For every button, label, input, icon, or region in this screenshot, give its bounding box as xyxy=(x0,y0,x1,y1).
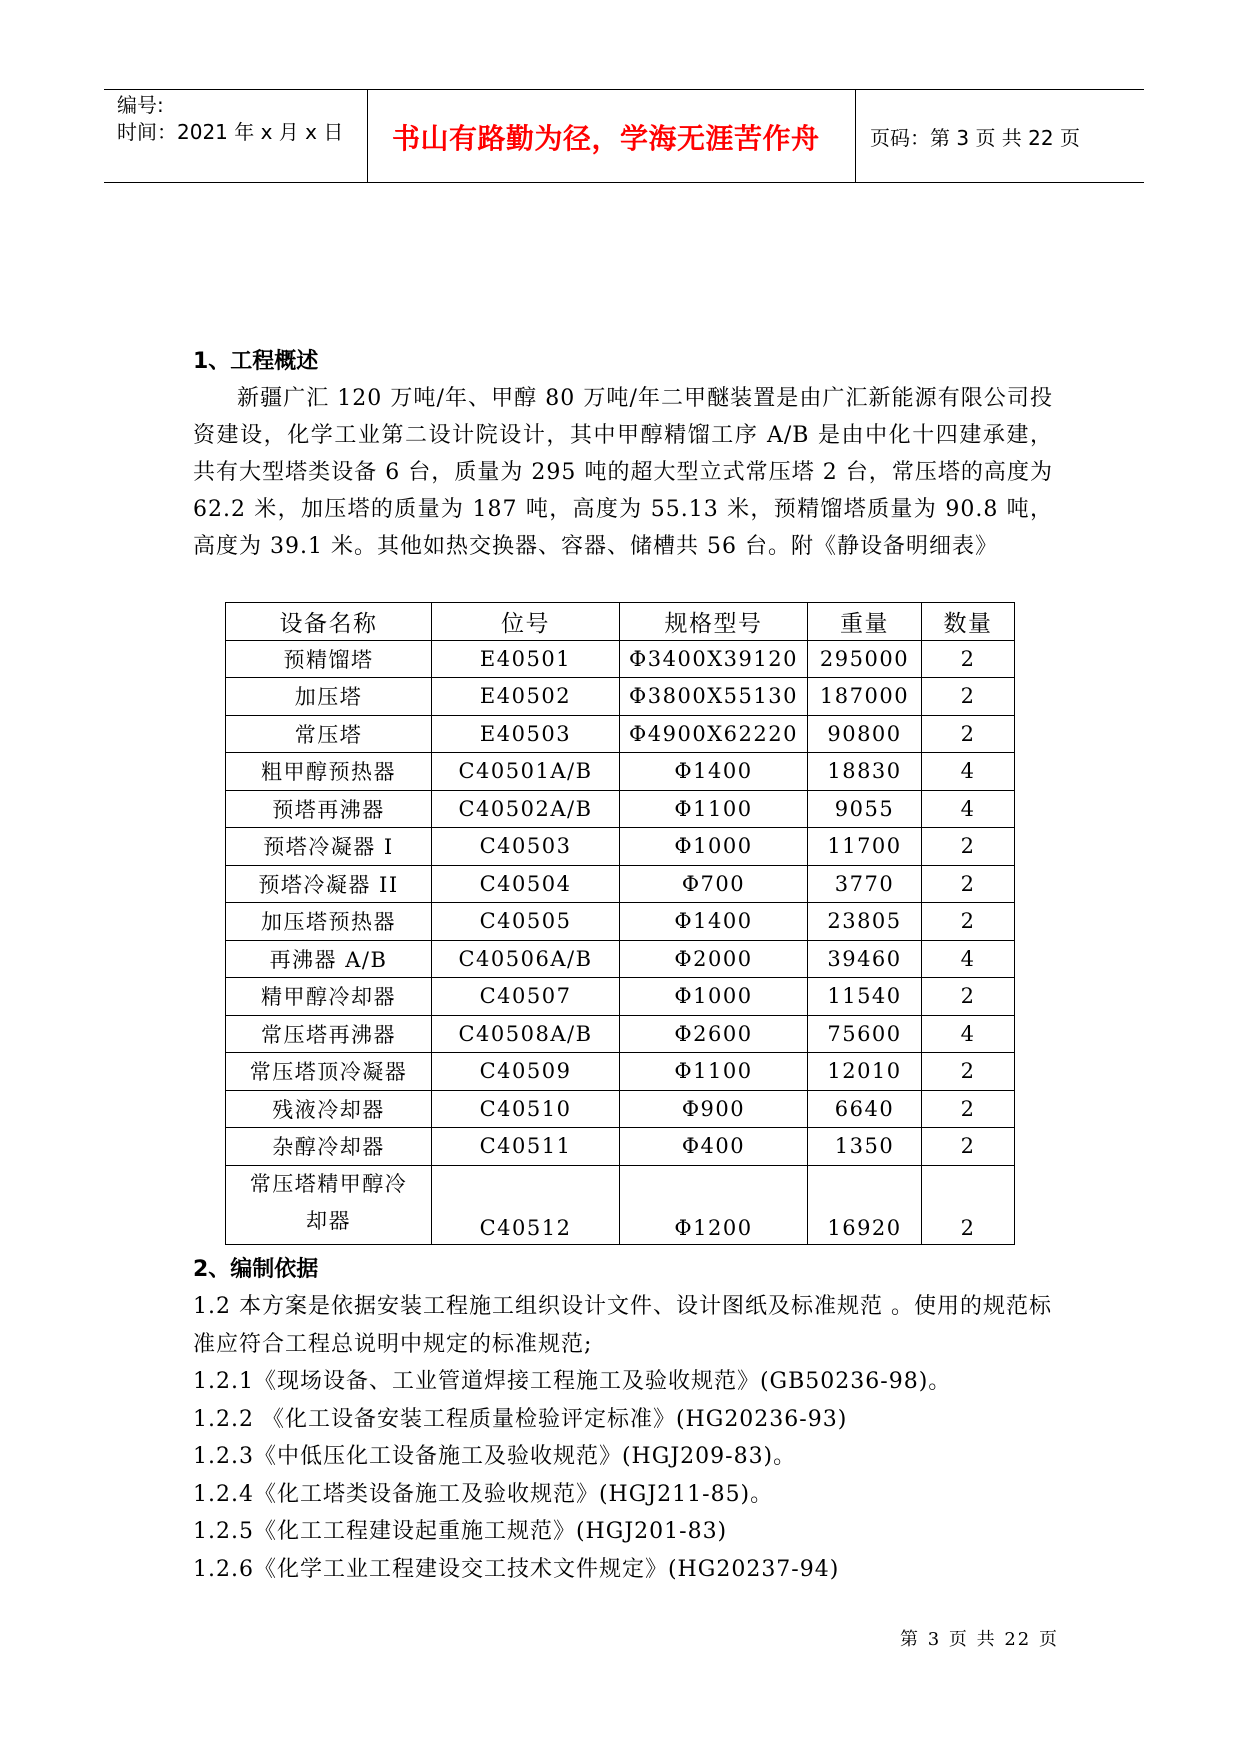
header-left-block xyxy=(117,92,343,146)
equipment-spec: Φ900 xyxy=(620,1090,808,1128)
equipment-qty: 4 xyxy=(922,790,1015,828)
equipment-tag: E40503 xyxy=(432,715,620,753)
equipment-weight: 6640 xyxy=(808,1090,922,1128)
equipment-qty: 2 xyxy=(922,640,1015,678)
equipment-tag: C40507 xyxy=(432,978,620,1016)
equipment-spec: Φ1100 xyxy=(620,790,808,828)
equipment-spec: Φ2600 xyxy=(620,1015,808,1053)
equipment-name: 常压塔 xyxy=(226,715,432,753)
equipment-weight: 295000 xyxy=(808,640,922,678)
header-number-label: 编号: xyxy=(117,93,164,117)
table-header-cell: 规格型号 xyxy=(620,603,808,641)
header-divider-2 xyxy=(855,89,856,182)
equipment-tag: E40502 xyxy=(432,678,620,716)
equipment-name-line: 却器 xyxy=(306,1208,351,1233)
equipment-weight: 18830 xyxy=(808,753,922,791)
equipment-name-line: 常压塔精甲醇冷 xyxy=(249,1171,408,1196)
equipment-tag: E40501 xyxy=(432,640,620,678)
table-row xyxy=(226,1165,1015,1244)
header-motto: 书山有路勤为径，学海无涯苦作舟 xyxy=(392,122,820,155)
equipment-weight: 12010 xyxy=(808,1053,922,1091)
equipment-qty: 4 xyxy=(922,940,1015,978)
equipment-weight: 11540 xyxy=(808,978,922,1016)
header-page-label: 页码：第 3 页 共 22 页 xyxy=(870,126,1080,150)
standard-item: 1.2.4《化工塔类设备施工及验收规范》(HGJ211-85)。 xyxy=(193,1481,774,1507)
table-row xyxy=(226,865,1015,903)
equipment-tag: C40509 xyxy=(432,1053,620,1091)
table-row xyxy=(226,903,1015,941)
section-2 xyxy=(193,1254,1063,1588)
equipment-spec: Φ1200 xyxy=(620,1165,808,1244)
equipment-spec: Φ3800X55130 xyxy=(620,678,808,716)
equipment-weight: 75600 xyxy=(808,1015,922,1053)
equipment-qty: 2 xyxy=(922,715,1015,753)
equipment-spec: Φ1400 xyxy=(620,753,808,791)
equipment-tag: C40508A/B xyxy=(432,1015,620,1053)
equipment-tag: C40512 xyxy=(432,1165,620,1244)
table-header-cell: 重量 xyxy=(808,603,922,641)
equipment-qty: 2 xyxy=(922,1053,1015,1091)
table-row xyxy=(226,715,1015,753)
table-row xyxy=(226,1015,1015,1053)
equipment-spec: Φ1100 xyxy=(620,1053,808,1091)
equipment-name: 粗甲醇预热器 xyxy=(226,753,432,791)
equipment-weight: 23805 xyxy=(808,903,922,941)
table-row xyxy=(226,640,1015,678)
equipment-qty: 2 xyxy=(922,978,1015,1016)
equipment-name: 常压塔顶冷凝器 xyxy=(226,1053,432,1091)
standard-item: 1.2.3《中低压化工设备施工及验收规范》(HGJ209-83)。 xyxy=(193,1444,797,1469)
equipment-weight: 3770 xyxy=(808,865,922,903)
standard-item: 1.2.2 《化工设备安装工程质量检验评定标准》(HG20236-93) xyxy=(193,1406,848,1432)
section-2-intro: 1.2 本方案是依据安装工程施工组织设计文件、设计图纸及标准规范 。使用的规范标准应符合工程总说明中规定的标准规范; xyxy=(193,1294,1052,1357)
equipment-name: 预塔冷凝器 I xyxy=(226,828,432,866)
equipment-weight: 1350 xyxy=(808,1128,922,1166)
table-row xyxy=(226,678,1015,716)
table-header-cell: 数量 xyxy=(922,603,1015,641)
equipment-qty: 2 xyxy=(922,1090,1015,1128)
table-row xyxy=(226,940,1015,978)
equipment-name: 预塔再沸器 xyxy=(226,790,432,828)
equipment-tag: C40510 xyxy=(432,1090,620,1128)
equipment-qty: 2 xyxy=(922,1165,1015,1244)
header-top-rule xyxy=(104,89,1144,90)
equipment-spec: Φ4900X62220 xyxy=(620,715,808,753)
equipment-spec: Φ400 xyxy=(620,1128,808,1166)
table-row xyxy=(226,978,1015,1016)
equipment-tag: C40506A/B xyxy=(432,940,620,978)
table-row xyxy=(226,1053,1015,1091)
equipment-name: 预精馏塔 xyxy=(226,640,432,678)
equipment-qty: 2 xyxy=(922,828,1015,866)
equipment-qty: 2 xyxy=(922,903,1015,941)
table-row xyxy=(226,753,1015,791)
equipment-name: 常压塔再沸器 xyxy=(226,1015,432,1053)
equipment-weight: 90800 xyxy=(808,715,922,753)
equipment-name: 预塔冷凝器 II xyxy=(226,865,432,903)
equipment-qty: 2 xyxy=(922,1128,1015,1166)
equipment-tag: C40503 xyxy=(432,828,620,866)
standard-item: 1.2.5《化工工程建设起重施工规范》(HGJ201-83) xyxy=(193,1519,728,1544)
equipment-qty: 4 xyxy=(922,753,1015,791)
equipment-name: 再沸器 A/B xyxy=(226,940,432,978)
table-row xyxy=(226,790,1015,828)
equipment-weight: 11700 xyxy=(808,828,922,866)
table-header-row xyxy=(226,603,1015,641)
equipment-spec: Φ2000 xyxy=(620,940,808,978)
equipment-spec: Φ1400 xyxy=(620,903,808,941)
equipment-spec: Φ700 xyxy=(620,865,808,903)
equipment-tag: C40511 xyxy=(432,1128,620,1166)
standard-item: 1.2.6《化学工业工程建设交工技术文件规定》(HG20237-94) xyxy=(193,1556,840,1582)
equipment-qty: 4 xyxy=(922,1015,1015,1053)
equipment-spec: Φ1000 xyxy=(620,828,808,866)
equipment-tag: C40502A/B xyxy=(432,790,620,828)
table-header-cell: 设备名称 xyxy=(226,603,432,641)
header-divider-1 xyxy=(367,89,368,182)
equipment-weight: 9055 xyxy=(808,790,922,828)
equipment-name: 残液冷却器 xyxy=(226,1090,432,1128)
equipment-weight: 39460 xyxy=(808,940,922,978)
section-1 xyxy=(193,346,1053,565)
equipment-weight: 187000 xyxy=(808,678,922,716)
equipment-name: 杂醇冷却器 xyxy=(226,1128,432,1166)
section-2-title: 2、编制依据 xyxy=(193,1257,319,1282)
footer-page-number: 第 3 页 共 22 页 xyxy=(900,1629,1059,1650)
equipment-weight: 16920 xyxy=(808,1165,922,1244)
standard-item: 1.2.1《现场设备、工业管道焊接工程施工及验收规范》(GB50236-98)。 xyxy=(193,1369,952,1394)
equipment-name xyxy=(226,1165,432,1244)
equipment-tag: C40505 xyxy=(432,903,620,941)
equipment-qty: 2 xyxy=(922,865,1015,903)
equipment-name: 加压塔预热器 xyxy=(226,903,432,941)
table-row xyxy=(226,828,1015,866)
equipment-tag: C40501A/B xyxy=(432,753,620,791)
equipment-table xyxy=(225,602,1015,1245)
header-time-label: 时间：2021 年 x 月 x 日 xyxy=(117,120,344,144)
table-row xyxy=(226,1128,1015,1166)
section-1-title: 1、工程概述 xyxy=(193,349,319,374)
section-1-paragraph: 新疆广汇 120 万吨/年、甲醇 80 万吨/年二甲醚装置是由广汇新能源有限公司投资建设，化学工业第二设计院设计，其中甲醇精馏工序 A/B 是由中化十四建承建，共有大型塔类设备 6 台，质量为 295 吨的超大型立式常压塔 2 台，常压塔的高度为 62.2 米，加压塔的质量为 187 吨，高度为 55.13 米，预精馏塔质量为 90.8 吨，高度为 39.1 米。其他如热交换器、容器、储槽共 56 台。附《静设备明细表》 xyxy=(193,386,1053,559)
table-row xyxy=(226,1090,1015,1128)
table-header-cell: 位号 xyxy=(432,603,620,641)
equipment-name: 精甲醇冷却器 xyxy=(226,978,432,1016)
header-bottom-rule xyxy=(104,182,1144,183)
equipment-qty: 2 xyxy=(922,678,1015,716)
equipment-spec: Φ3400X39120 xyxy=(620,640,808,678)
equipment-tag: C40504 xyxy=(432,865,620,903)
equipment-spec: Φ1000 xyxy=(620,978,808,1016)
equipment-name: 加压塔 xyxy=(226,678,432,716)
